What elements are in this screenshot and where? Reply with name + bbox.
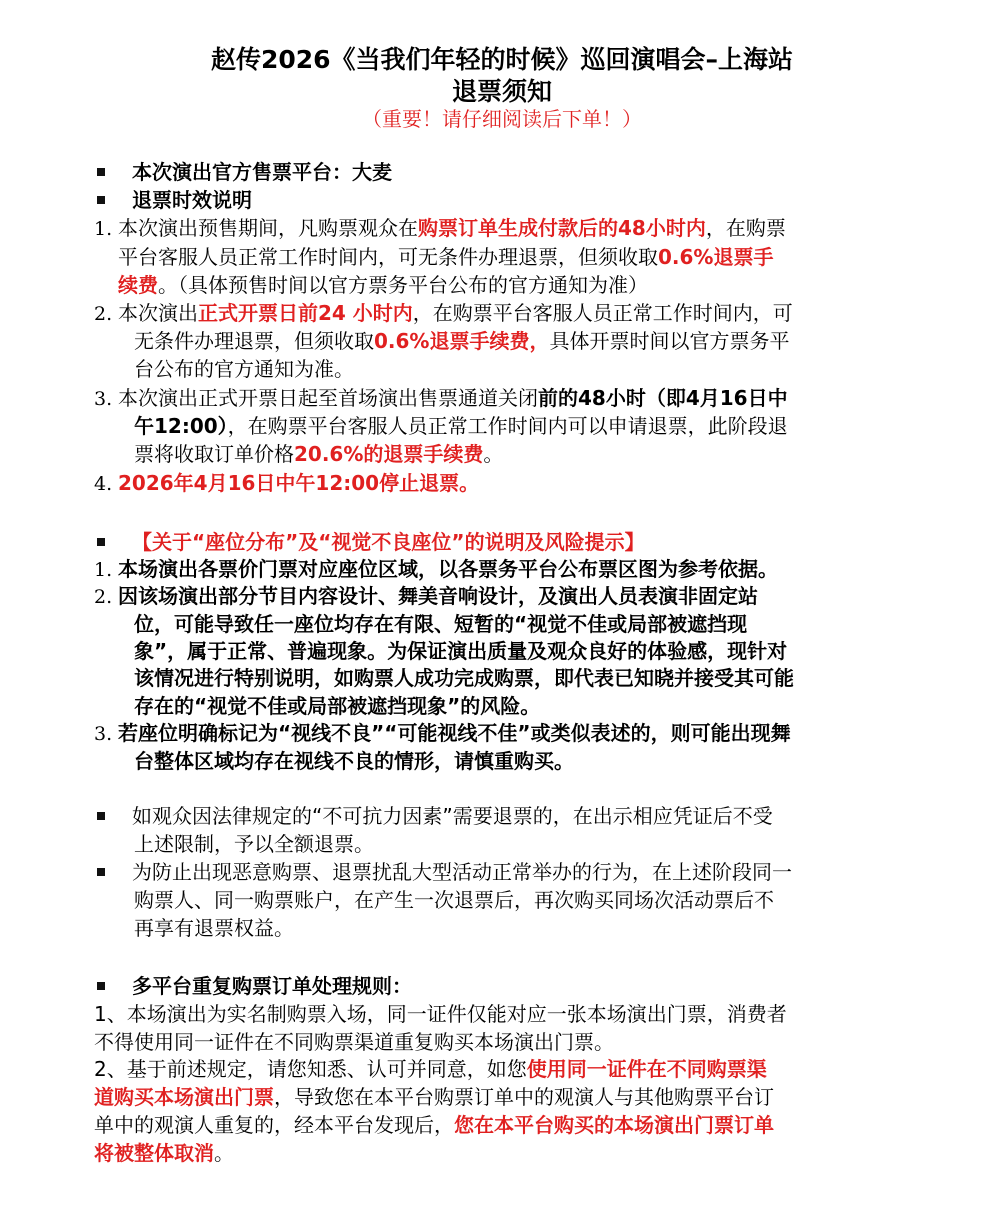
list-item-line: 票将收取订单价格20.6%的退票手续费。 <box>134 442 504 466</box>
refund-timing-heading: 退票时效说明 <box>132 188 252 212</box>
list-item-line: 象”，属于正常、普遍现象。为保证演出质量及观众良好的体验感，现针对 <box>134 639 788 663</box>
list-item-line: 午12:00），在购票平台客服人员正常工作时间内可以申请退票，此阶段退 <box>134 414 788 438</box>
list-item-line: 若座位明确标记为“视线不良”“可能视线不佳”或类似表述的，则可能出现舞 <box>118 721 791 745</box>
bullet-square-icon <box>97 868 105 876</box>
force-majeure-line: 上述限制，予以全额退票。 <box>134 832 374 856</box>
list-item-line: 本场演出各票价门票对应座位区域，以各票务平台公布票区图为参考依据。 <box>118 557 778 581</box>
bullet-square-icon <box>97 538 105 546</box>
bullet-square-icon <box>97 982 105 990</box>
bullet-square-icon <box>97 168 105 176</box>
list-item-line: 无条件办理退票，但须收取0.6%退票手续费，具体开票时间以官方票务平 <box>134 329 790 353</box>
list-item-line: 台整体区域均存在视线不良的情形，请慎重购买。 <box>134 749 574 773</box>
item-number: 2. <box>94 303 113 325</box>
malicious-refund-line: 为防止出现恶意购票、退票扰乱大型活动正常举办的行为，在上述阶段同一 <box>132 860 792 884</box>
bullet-square-icon <box>97 196 105 204</box>
list-item-line: 本次演出预售期间，凡购票观众在购票订单生成付款后的48小时内，在购票 <box>118 216 786 240</box>
rule-paragraph-line: 单中的观演人重复的，经本平台发现后，您在本平台购买的本场演出门票订单 <box>94 1113 774 1137</box>
rule-paragraph-line: 将被整体取消。 <box>94 1141 234 1165</box>
malicious-refund-line: 购票人、同一购票账户，在产生一次退票后，再次购买同场次活动票后不 <box>134 888 774 912</box>
list-item-line: 因该场演出部分节目内容设计、舞美音响设计，及演出人员表演非固定站 <box>118 584 758 608</box>
rule-paragraph-line: 2、基于前述规定，请您知悉、认可并同意，如您使用同一证件在不同购票渠 <box>94 1057 767 1081</box>
item-number: 1. <box>94 559 113 581</box>
seat-risk-heading: 【关于“座位分布”及“视觉不良座位”的说明及风险提示】 <box>132 530 645 554</box>
list-item-line: 续费。（具体预售时间以官方票务平台公布的官方通知为准） <box>118 273 648 297</box>
notice-subtitle: 退票须知 <box>451 77 552 106</box>
list-item-line: 该情况进行特别说明，如购票人成功完成购票，即代表已知晓并接受其可能 <box>134 666 794 690</box>
list-item-line: 存在的“视觉不佳或局部被遮挡现象”的风险。 <box>134 694 541 718</box>
rule-paragraph-line: 道购买本场演出门票，导致您在本平台购票订单中的观演人与其他购票平台订 <box>94 1085 774 1109</box>
notice-title: 赵传2026《当我们年轻的时候》巡回演唱会–上海站 <box>210 45 794 74</box>
list-item-line: 2026年4月16日中午12:00停止退票。 <box>118 471 480 495</box>
item-number: 2. <box>94 586 113 608</box>
list-item-line: 台公布的官方通知为准。 <box>134 357 354 381</box>
force-majeure-line: 如观众因法律规定的“不可抗力因素”需要退票的，在出示相应凭证后不受 <box>132 804 773 828</box>
malicious-refund-line: 再享有退票权益。 <box>134 916 294 940</box>
list-item-line: 平台客服人员正常工作时间内，可无条件办理退票，但须收取0.6%退票手 <box>118 245 774 269</box>
list-item-line: 位，可能导致任一座位均存在有限、短暂的“视觉不佳或局部被遮挡现 <box>134 612 748 636</box>
item-number: 3. <box>94 388 113 410</box>
rule-paragraph-line: 1、本场演出为实名制购票入场，同一证件仅能对应一张本场演出门票，消费者 <box>94 1002 787 1026</box>
bullet-square-icon <box>97 812 105 820</box>
item-number: 4. <box>94 473 113 495</box>
list-item-line: 本次演出正式开票日起至首场演出售票通道关闭前的48小时（即4月16日中 <box>118 386 788 410</box>
rule-paragraph-line: 不得使用同一证件在不同购票渠道重复购买本场演出门票。 <box>94 1030 614 1054</box>
list-item-line: 本次演出正式开票日前24 小时内，在购票平台客服人员正常工作时间内，可 <box>118 301 793 325</box>
important-warning: （重要！请仔细阅读后下单！） <box>362 107 642 131</box>
item-number: 3. <box>94 723 113 745</box>
item-number: 1. <box>94 218 113 240</box>
platform-heading: 本次演出官方售票平台：大麦 <box>132 160 392 184</box>
duplicate-order-heading: 多平台重复购票订单处理规则： <box>132 974 412 998</box>
